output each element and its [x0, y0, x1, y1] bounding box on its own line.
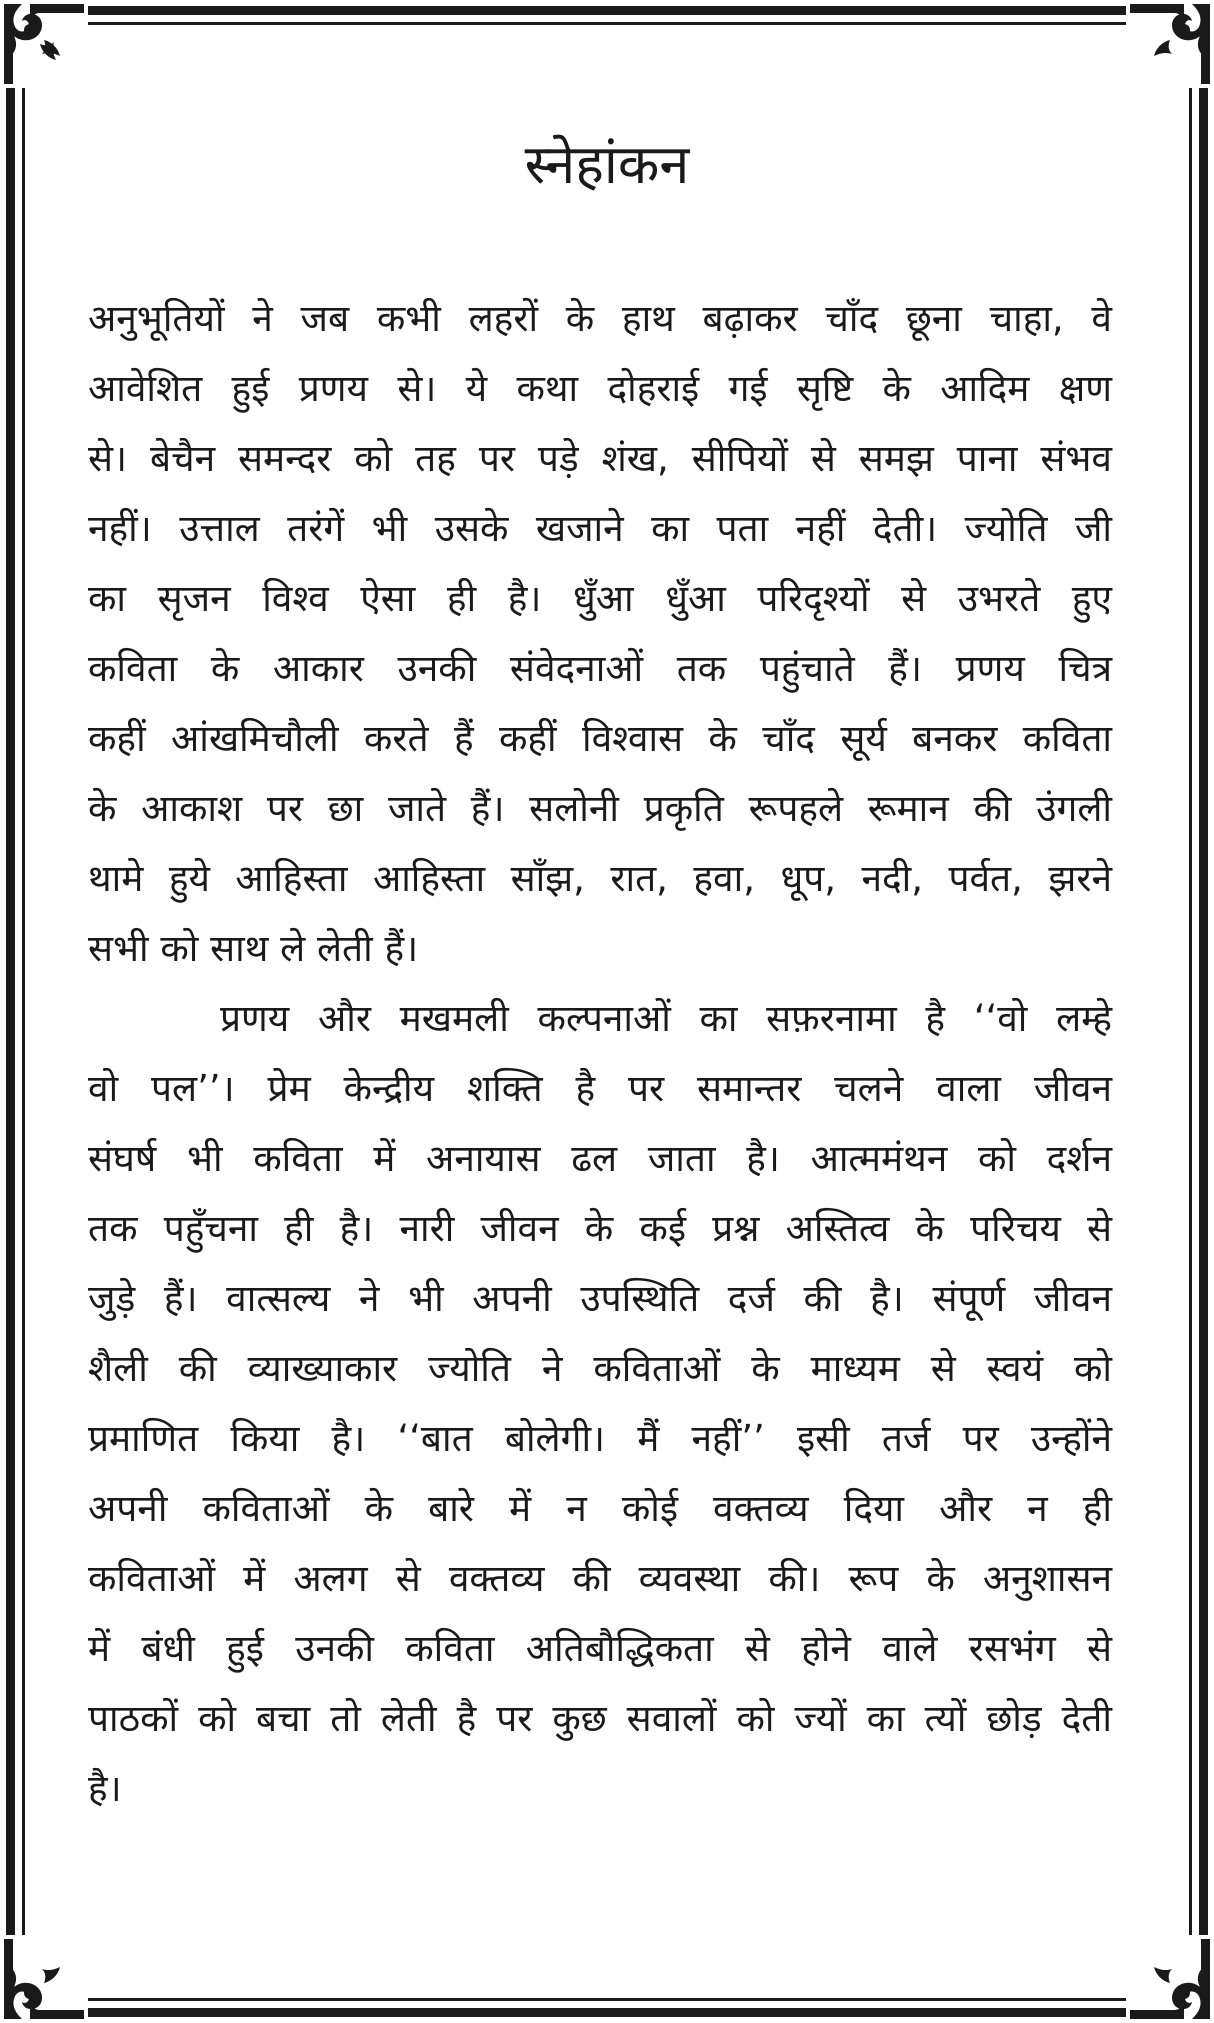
text-line: आवेशित हुई प्रणय से। ये कथा दोहराई गई सृष्टि के आदिम क्षण — [88, 367, 1112, 410]
text-line: का सृजन विश्व ऐसा ही है। धुँआ धुँआ परिदृश्यों से उभरते हुए — [88, 577, 1112, 620]
body-text — [88, 284, 1112, 1824]
text-line: तक पहुँचना ही है। नारी जीवन के कई प्रश्न अस्तित्व के परिचय से — [88, 1207, 1112, 1250]
text-line: थामे हुये आहिस्ता आहिस्ता साँझ, रात, हवा, धूप, नदी, पर्वत, झरने — [88, 857, 1112, 900]
corner-ornament-icon — [1126, 0, 1214, 88]
text-line: कविताओं में अलग से वक्तव्य की व्यवस्था की। रूप के अनुशासन — [88, 1557, 1112, 1600]
text-line: प्रमाणित किया है। ‘‘बात बोलेगी। मैं नहीं’’ इसी तर्ज पर उन्होंने — [88, 1417, 1112, 1460]
text-line: में बंधी हुई उनकी कविता अतिबौद्धिकता से होने वाले रसभंग से — [88, 1627, 1112, 1670]
text-line: प्रणय और मखमली कल्पनाओं का सफ़रनामा है ‘‘वो लम्हे — [220, 997, 1112, 1040]
text-line: वो पल’’। प्रेम केन्द्रीय शक्ति है पर समान्तर चलने वाला जीवन — [88, 1067, 1112, 1110]
text-line: से। बेचैन समन्दर को तह पर पड़े शंख, सीपियों से समझ पाना संभव — [88, 437, 1112, 480]
corner-ornament-icon — [1126, 1935, 1214, 2023]
text-line: संघर्ष भी कविता में अनायास ढल जाता है। आत्ममंथन को दर्शन — [88, 1137, 1112, 1180]
corner-ornament-icon — [0, 0, 88, 88]
text-line: है। — [88, 1767, 122, 1810]
page-title: स्नेहांकन — [524, 133, 690, 196]
text-line: कहीं आंखमिचौली करते हैं कहीं विश्वास के चाँद सूर्य बनकर कविता — [88, 717, 1112, 760]
text-line: नहीं। उत्ताल तरंगें भी उसके खजाने का पता नहीं देती। ज्योति जी — [88, 507, 1112, 550]
text-line: पाठकों को बचा तो लेती है पर कुछ सवालों को ज्यों का त्यों छोड़ देती — [88, 1697, 1112, 1740]
text-line: के आकाश पर छा जाते हैं। सलोनी प्रकृति रूपहले रूमान की उंगली — [88, 787, 1112, 830]
text-line: अपनी कविताओं के बारे में न कोई वक्तव्य दिया और न ही — [88, 1487, 1112, 1530]
text-line: अनुभूतियों ने जब कभी लहरों के हाथ बढ़ाकर चाँद छूना चाहा, वे — [88, 297, 1112, 340]
corner-ornament-icon — [0, 1935, 88, 2023]
text-line: शैली की व्याख्याकार ज्योति ने कविताओं के माध्यम से स्वयं को — [88, 1347, 1112, 1390]
paragraph-2 — [88, 984, 1112, 1824]
text-line: जुड़े हैं। वात्सल्य ने भी अपनी उपस्थिति दर्ज की है। संपूर्ण जीवन — [88, 1277, 1112, 1320]
text-line: सभी को साथ ले लेती हैं। — [88, 927, 419, 970]
paragraph-1 — [88, 284, 1112, 984]
text-line: कविता के आकार उनकी संवेदनाओं तक पहुंचाते हैं। प्रणय चित्र — [88, 647, 1112, 690]
